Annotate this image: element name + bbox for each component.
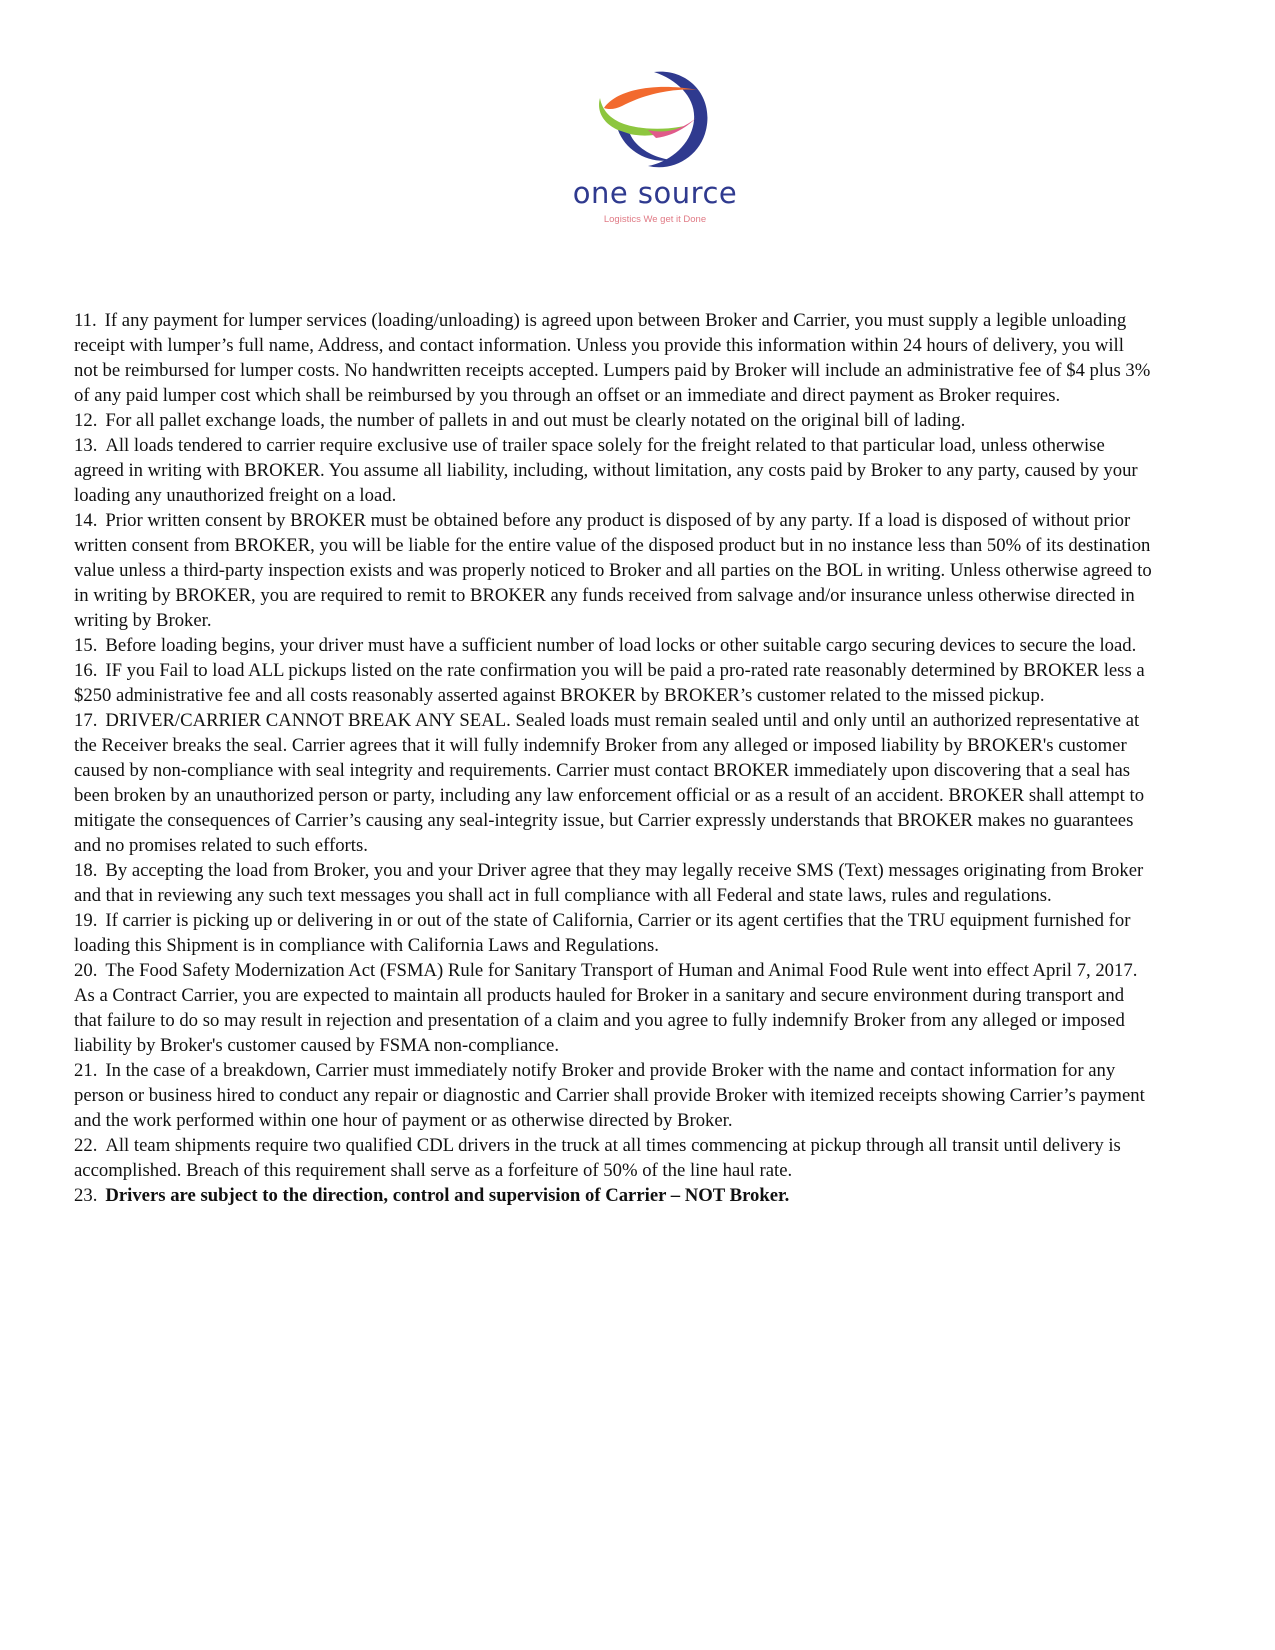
term-number: 19. [74,910,98,931]
term-text: The Food Safety Modernization Act (FSMA) Rule for Sanitary Transport of Human and Animal Food Rule went into effect April 7, 2017. As a Contract Carrier, you are expected to maintain all products hauled for Broker in a sanitary and secure environment during transport and that failure to do so may result in rejection and presentation of a claim and you agree to fully indemnify Broker from any alleged or imposed liability by Broker's customer caused by FSMA non-compliance. [74,960,1138,1056]
term-number: 11. [74,310,97,331]
brand-name: one source [572,176,738,210]
term-item [74,408,1152,433]
brand-tagline: Logistics We get it Done [603,214,707,225]
term-item [74,433,1152,508]
term-number: 12. [74,410,98,431]
term-number: 18. [74,860,98,881]
globe-swoosh-icon [596,68,716,178]
term-text: DRIVER/CARRIER CANNOT BREAK ANY SEAL. Sealed loads must remain sealed until and only until an authorized representative at the Receiver breaks the seal. Carrier agrees that it will fully indemnify Broker from any alleged or imposed liability by BROKER's customer caused by non-compliance with seal integrity and requirements. Carrier must contact BROKER immediately upon discovering that a seal has been broken by an unauthorized person or party, including any law enforcement official or as a result of an accident. BROKER shall attempt to mitigate the consequences of Carrier’s causing any seal-integrity issue, but Carrier expressly understands that BROKER makes no guarantees and no promises related to such efforts. [74,710,1145,856]
term-text: Prior written consent by BROKER must be obtained before any product is disposed of by any party. If a load is disposed of without prior written consent from BROKER, you will be liable for the entire value of the disposed product but in no instance less than 50% of its destination value unless a third-party inspection exists and was properly noticed to Broker and all parties on the BOL in writing. Unless otherwise agreed to in writing by BROKER, you are required to remit to BROKER any funds received from salvage and/or insurance unless otherwise directed in writing by Broker. [74,510,1152,631]
term-number: 16. [74,660,98,681]
term-text: IF you Fail to load ALL pickups listed on the rate confirmation you will be paid a pro-rated rate reasonably determined by BROKER less a $250 administrative fee and all costs reasonably asserted against BROKER by BROKER’s customer related to the missed pickup. [74,660,1145,706]
term-number: 22. [74,1135,98,1156]
term-item [74,658,1152,708]
term-number: 15. [74,635,98,656]
term-item [74,908,1152,958]
term-text: If any payment for lumper services (loading/unloading) is agreed upon between Broker and Carrier, you must supply a legible unloading receipt with lumper’s full name, Address, and contact information. Unless you provide this information within 24 hours of delivery, you will not be reimbursed for lumper costs. No handwritten receipts accepted. Lumpers paid by Broker will include an administrative fee of $4 plus 3% of any paid lumper cost which shall be reimbursed by you through an offset or an immediate and direct payment as Broker requires. [74,310,1151,406]
term-text: Drivers are subject to the direction, control and supervision of Carrier – NOT Broker. [105,1185,790,1206]
term-item [74,633,1152,658]
term-text: In the case of a breakdown, Carrier must immediately notify Broker and provide Broker with the name and contact information for any person or business hired to conduct any repair or diagnostic and Carrier shall provide Broker with itemized receipts showing Carrier’s payment and the work performed within one hour of payment or as otherwise directed by Broker. [74,1060,1145,1131]
term-text: All team shipments require two qualified CDL drivers in the truck at all times commencing at pickup through all transit until delivery is accomplished. Breach of this requirement shall serve as a forfeiture of 50% of the line haul rate. [74,1135,1121,1181]
term-item [74,708,1152,858]
term-number: 14. [74,510,98,531]
term-text: For all pallet exchange loads, the number of pallets in and out must be clearly notated on the original bill of lading. [105,410,966,431]
term-number: 17. [74,710,98,731]
term-item [74,1183,1152,1208]
terms-list [74,308,1152,1208]
term-item [74,858,1152,908]
term-item [74,508,1152,633]
company-logo [560,68,750,238]
term-text: Before loading begins, your driver must have a sufficient number of load locks or other suitable cargo securing devices to secure the load. [105,635,1137,656]
term-number: 20. [74,960,98,981]
term-number: 23. [74,1185,98,1206]
term-number: 13. [74,435,98,456]
term-item [74,1058,1152,1133]
term-text: By accepting the load from Broker, you and your Driver agree that they may legally receive SMS (Text) messages originating from Broker and that in reviewing any such text messages you shall act in full compliance with all Federal and state laws, rules and regulations. [74,860,1144,906]
term-item [74,308,1152,408]
term-item [74,1133,1152,1183]
term-number: 21. [74,1060,98,1081]
term-text: All loads tendered to carrier require exclusive use of trailer space solely for the freight related to that particular load, unless otherwise agreed in writing with BROKER. You assume all liability, including, without limitation, any costs paid by Broker to any party, caused by your loading any unauthorized freight on a load. [74,435,1138,506]
term-item [74,958,1152,1058]
term-text: If carrier is picking up or delivering in or out of the state of California, Carrier or its agent certifies that the TRU equipment furnished for loading this Shipment is in compliance with California Laws and Regulations. [74,910,1131,956]
